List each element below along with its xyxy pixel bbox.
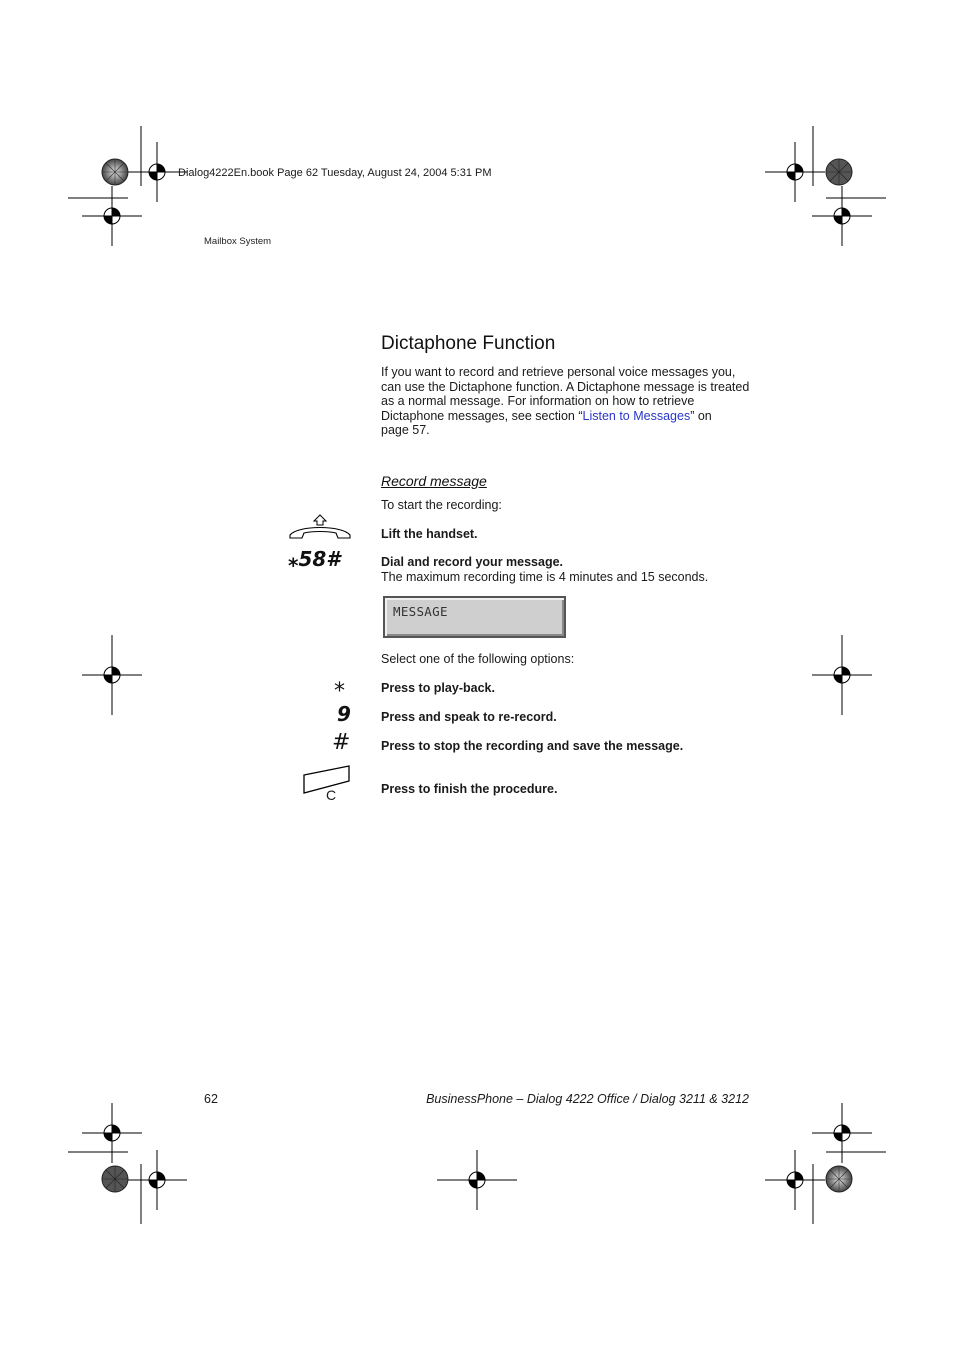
color-wheel-icon	[101, 158, 129, 186]
clear-key-label: C	[326, 787, 337, 803]
registration-mark-icon	[812, 186, 872, 246]
star-key-icon: ⁎	[334, 672, 345, 697]
rerecord-step: Press and speak to re-record.	[381, 710, 557, 724]
registration-mark-icon	[82, 186, 142, 246]
color-wheel-icon	[101, 1165, 129, 1193]
finish-step: Press to finish the procedure.	[381, 782, 558, 796]
registration-mark-icon	[82, 635, 142, 715]
color-wheel-icon	[825, 158, 853, 186]
intro-line: If you want to record and retrieve personal voice messages you,	[381, 365, 736, 379]
handset-lift-icon	[288, 513, 352, 541]
dial-step: Dial and record your message.	[381, 555, 564, 569]
intro-text: ” on	[690, 408, 712, 423]
intro-line: page 57.	[381, 423, 430, 438]
intro-paragraph	[381, 365, 753, 438]
hash-key-icon: #	[332, 730, 351, 755]
select-options-text: Select one of the following options:	[381, 652, 575, 666]
listen-to-messages-link[interactable]: Listen to Messages	[582, 408, 691, 423]
intro-line: can use the Dictaphone function. A Dictaphone message is treated	[381, 379, 750, 394]
intro-text: Dictaphone messages, see section “	[381, 408, 583, 423]
dial-note: The maximum recording time is 4 minutes and 15 seconds.	[381, 570, 709, 584]
nine-key-icon: 9	[337, 702, 351, 726]
dial-code-keys: ⁎58#	[288, 547, 341, 571]
phone-display	[383, 596, 566, 638]
playback-step: Press to play-back.	[381, 681, 495, 695]
intro-line	[381, 409, 753, 424]
intro-line: as a normal message. For information on how to retrieve	[381, 394, 695, 409]
page-number: 62	[204, 1092, 218, 1106]
registration-mark-icon	[765, 1150, 825, 1210]
color-wheel-icon	[825, 1165, 853, 1193]
footer-doc-title: BusinessPhone – Dialog 4222 Office / Dialog 3211 & 3212	[426, 1092, 749, 1106]
display-text: MESSAGE	[393, 604, 448, 619]
lift-handset-step: Lift the handset.	[381, 527, 478, 541]
start-instruction: To start the recording:	[381, 498, 502, 512]
subsection-title: Record message	[381, 473, 487, 489]
stop-save-step: Press to stop the recording and save the message.	[381, 739, 684, 753]
print-header: Dialog4222En.book Page 62 Tuesday, August 24, 2004 5:31 PM	[178, 167, 492, 179]
registration-mark-icon	[812, 635, 872, 715]
registration-mark-icon	[437, 1150, 517, 1210]
section-title: Dictaphone Function	[381, 333, 556, 354]
registration-mark-icon	[127, 1150, 187, 1210]
running-header: Mailbox System	[204, 236, 272, 247]
